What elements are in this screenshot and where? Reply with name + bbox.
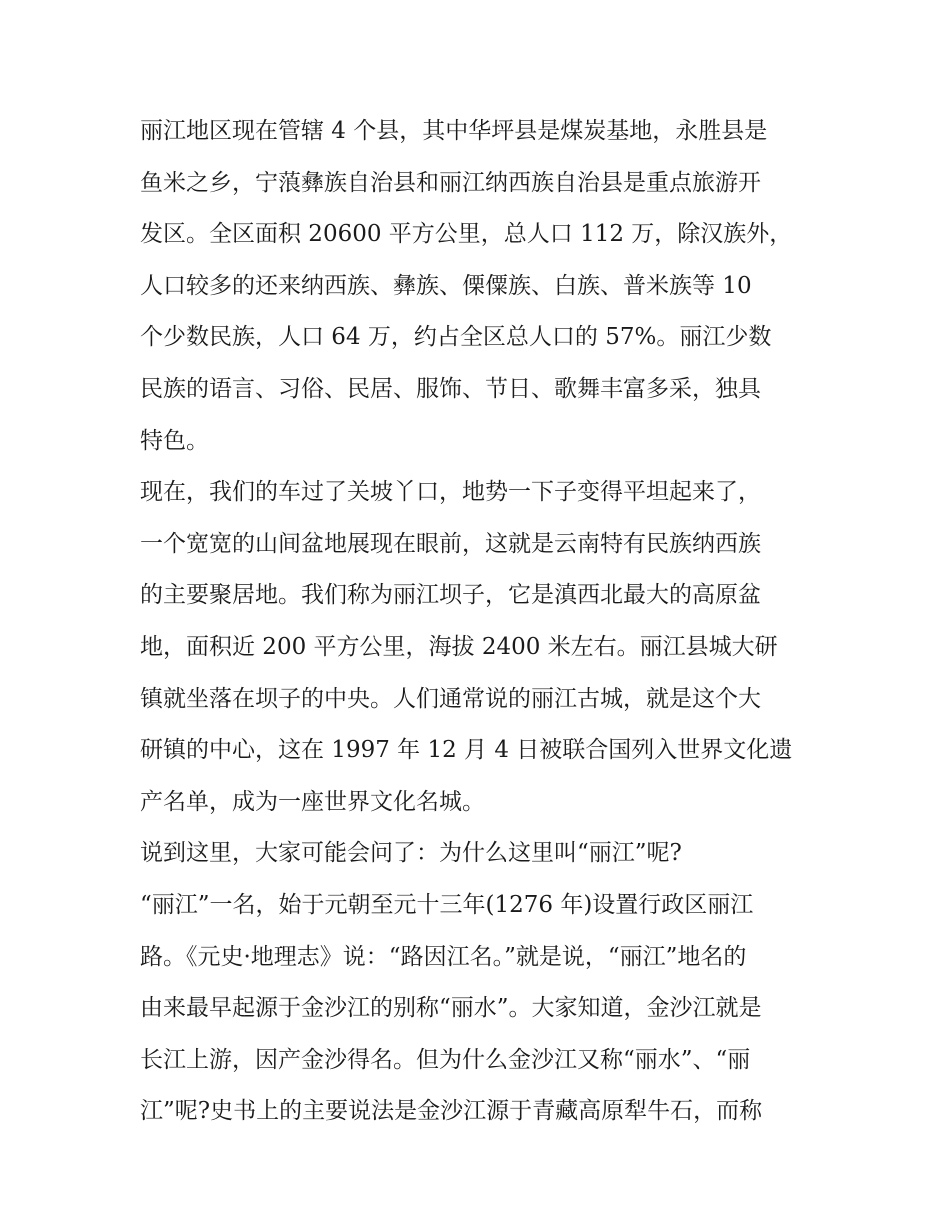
text-line: 由来最早起源于金沙江的别称“丽水”。大家知道，金沙江就是: [140, 995, 762, 1022]
text-line: 地，面积近 200 平方公里，海拔 2400 米左右。丽江县城大研: [140, 633, 778, 660]
text-line: 的主要聚居地。我们称为丽江坝子，它是滇西北最大的高原盆: [140, 582, 761, 609]
text-line: 研镇的中心，这在 1997 年 12 月 4 日被联合国列入世界文化遗: [140, 737, 793, 764]
text-line: 长江上游，因产金沙得名。但为什么金沙江又称“丽水”、“丽: [140, 1046, 751, 1073]
text-line: 发区。全区面积 20600 平方公里，总人口 112 万，除汉族外，: [140, 221, 793, 248]
text-line: 鱼米之乡，宁蒗彝族自治县和丽江纳西族自治县是重点旅游开: [140, 169, 761, 196]
text-line: 镇就坐落在坝子的中央。人们通常说的丽江古城，就是这个大: [140, 685, 761, 712]
text-line: 个少数民族，人口 64 万，约占全区总人口的 57%。丽江少数: [140, 324, 772, 351]
text-line: 现在，我们的车过了关坡丫口，地势一下子变得平坦起来了，: [140, 479, 761, 506]
text-line: 说到这里，大家可能会问了：为什么这里叫“丽江”呢?: [140, 840, 682, 867]
text-line: 人口较多的还来纳西族、彝族、傈僳族、白族、普米族等 10: [140, 272, 752, 299]
body-text: [140, 106, 820, 1138]
text-line: 产名单，成为一座世界文化名城。: [140, 788, 485, 815]
text-line: 一个宽宽的山间盆地展现在眼前，这就是云南特有民族纳西族: [140, 530, 761, 557]
text-line: “丽江”一名，始于元朝至元十三年(1276 年)设置行政区丽江: [140, 891, 754, 918]
text-line: 特色。: [140, 427, 209, 454]
text-line: 路。《元史·地理志》说：“路因江名。”就是说，“丽江”地名的: [140, 943, 747, 970]
text-line: 民族的语言、习俗、民居、服饰、节日、歌舞丰富多采，独具: [140, 375, 761, 402]
text-line: 丽江地区现在管辖 4 个县，其中华坪县是煤炭基地，永胜县是: [140, 118, 768, 144]
text-line: 江”呢?史书上的主要说法是金沙江源于青藏高原犁牛石，而称: [140, 1098, 763, 1125]
